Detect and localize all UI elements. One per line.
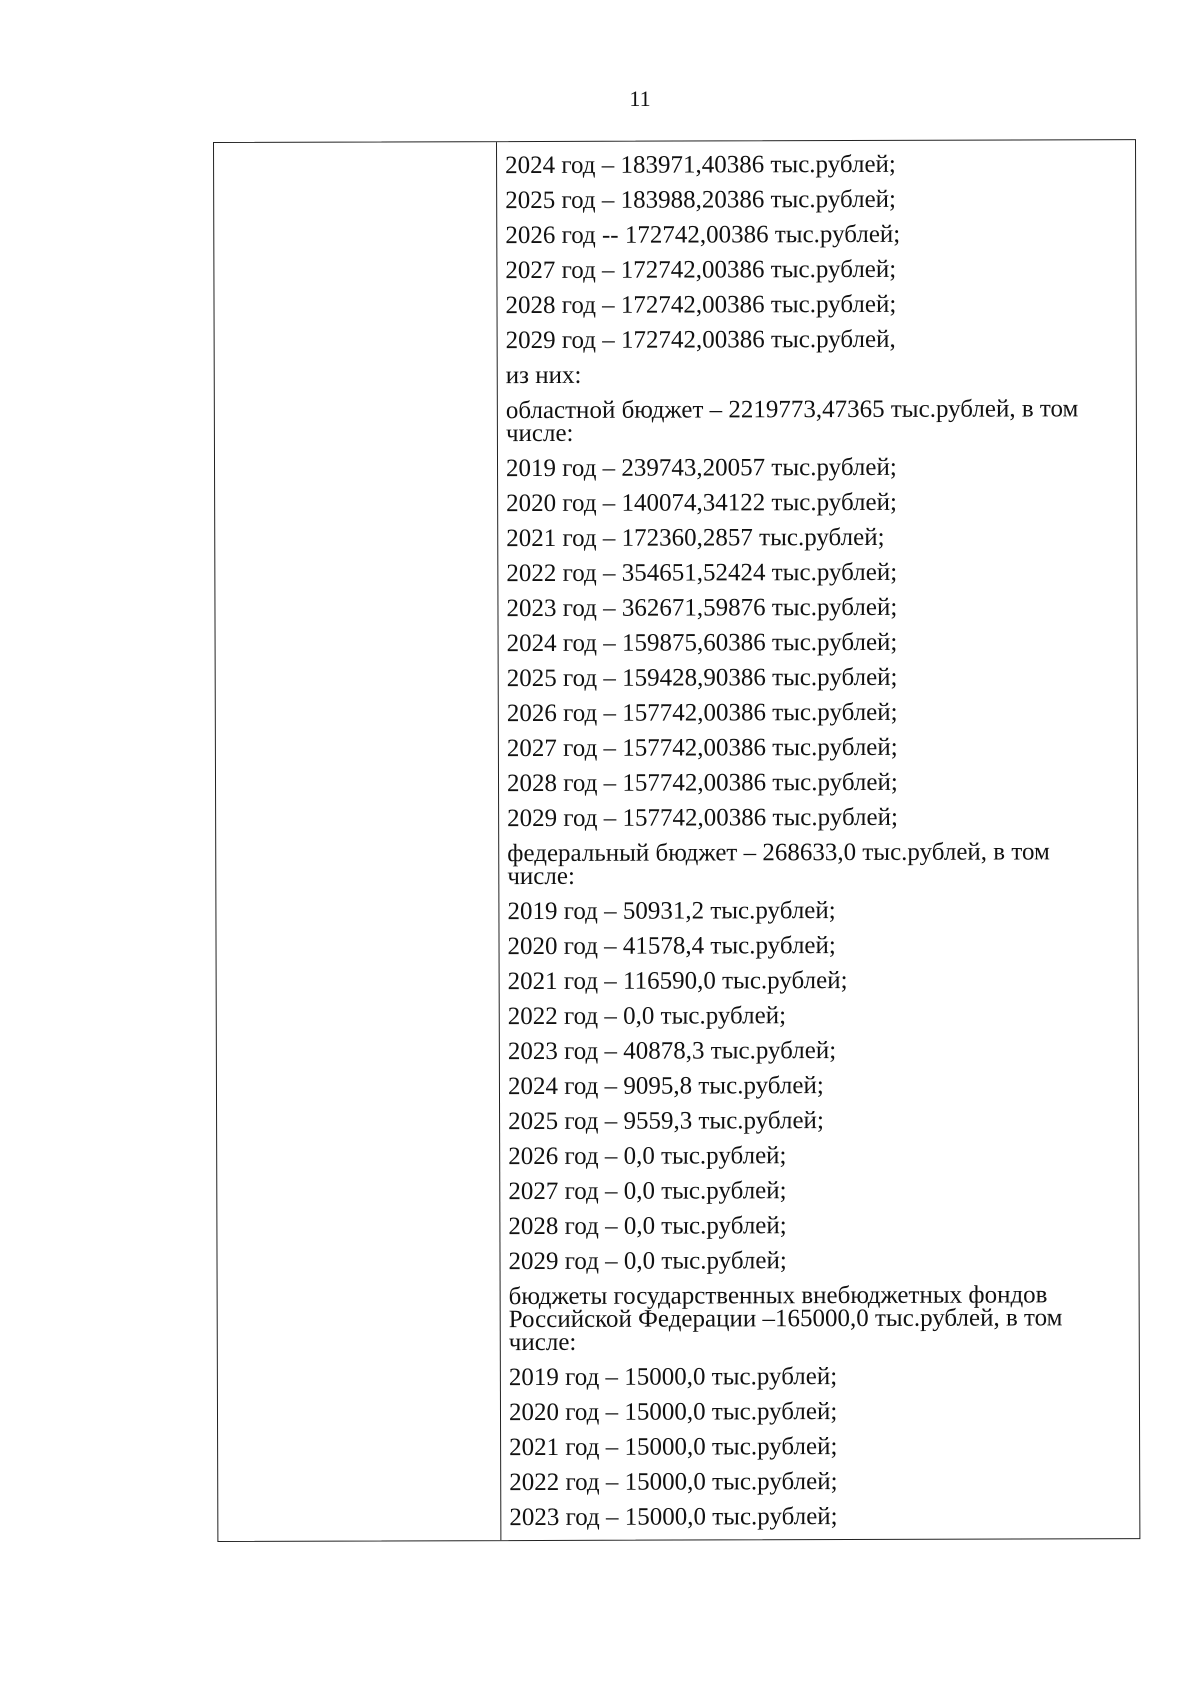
funding-year-line: 2020 год – 15000,0 тыс.рублей; (508, 1398, 838, 1427)
table-left-cell (214, 142, 501, 1541)
funding-year-line: из них: (505, 361, 582, 390)
funding-year-line: 2025 год – 9559,3 тыс.рублей; (508, 1107, 824, 1136)
funding-year-line: 2023 год – 362671,59876 тыс.рублей; (506, 593, 898, 623)
funding-year-line: 2023 год – 15000,0 тыс.рублей; (509, 1503, 838, 1532)
funding-year-line: 2024 год – 9095,8 тыс.рублей; (507, 1072, 824, 1101)
funding-year-line: 2019 год – 239743,20057 тыс.рублей; (505, 453, 897, 483)
funding-year-line: 2024 год – 159875,60386 тыс.рублей; (506, 628, 898, 658)
funding-year-line: 2023 год – 40878,3 тыс.рублей; (507, 1037, 837, 1066)
funding-year-line: 2028 год – 157742,00386 тыс.рублей; (506, 768, 898, 798)
funding-year-line: 2029 год – 172742,00386 тыс.рублей, (505, 325, 896, 355)
funding-year-line: 2021 год – 15000,0 тыс.рублей; (509, 1433, 838, 1462)
funding-year-line: 2022 год – 0,0 тыс.рублей; (507, 1002, 787, 1031)
funding-source-line: федеральный бюджет – 268633,0 тыс.рублей, в том числе: (507, 838, 1050, 891)
funding-year-line: 2026 год – 0,0 тыс.рублей; (508, 1142, 787, 1171)
funding-year-line: 2028 год – 0,0 тыс.рублей; (508, 1212, 787, 1241)
funding-year-line: 2027 год – 0,0 тыс.рублей; (508, 1177, 787, 1206)
funding-year-line: 2025 год – 183988,20386 тыс.рублей; (505, 185, 897, 215)
funding-year-line: 2022 год – 15000,0 тыс.рублей; (509, 1468, 838, 1497)
funding-table (213, 139, 1140, 1542)
funding-year-line: 2027 год – 172742,00386 тыс.рублей; (505, 255, 897, 285)
funding-year-line: 2022 год – 354651,52424 тыс.рублей; (506, 558, 898, 588)
funding-year-line: 2020 год – 140074,34122 тыс.рублей; (506, 488, 897, 518)
funding-year-line: 2025 год – 159428,90386 тыс.рублей; (506, 663, 898, 693)
funding-year-line: 2029 год – 0,0 тыс.рублей; (508, 1247, 787, 1276)
funding-source-line: бюджеты государственных внебюджетных фондов Российской Федерации –165000,0 тыс.рублей, в том числе: (508, 1281, 1063, 1357)
funding-year-line: 2019 год – 50931,2 тыс.рублей; (507, 897, 836, 926)
funding-year-line: 2026 год -- 172742,00386 тыс.рублей; (505, 220, 901, 250)
funding-year-line: 2029 год – 157742,00386 тыс.рублей; (507, 803, 898, 833)
funding-year-line: 2026 год – 157742,00386 тыс.рублей; (506, 698, 898, 728)
funding-year-line: 2021 год – 116590,0 тыс.рублей; (507, 967, 848, 996)
page-number: 11 (629, 86, 651, 111)
table-right-cell (497, 140, 1139, 1540)
funding-year-line: 2027 год – 157742,00386 тыс.рублей; (506, 733, 898, 763)
funding-year-line: 2021 год – 172360,2857 тыс.рублей; (506, 523, 885, 553)
funding-year-line: 2019 год – 15000,0 тыс.рублей; (508, 1363, 838, 1392)
funding-year-line: 2020 год – 41578,4 тыс.рублей; (507, 932, 836, 961)
funding-year-line: 2028 год – 172742,00386 тыс.рублей; (505, 290, 897, 320)
funding-year-line: 2024 год – 183971,40386 тыс.рублей; (505, 150, 896, 180)
funding-source-line: областной бюджет – 2219773,47365 тыс.рублей, в том числе: (505, 395, 1079, 448)
